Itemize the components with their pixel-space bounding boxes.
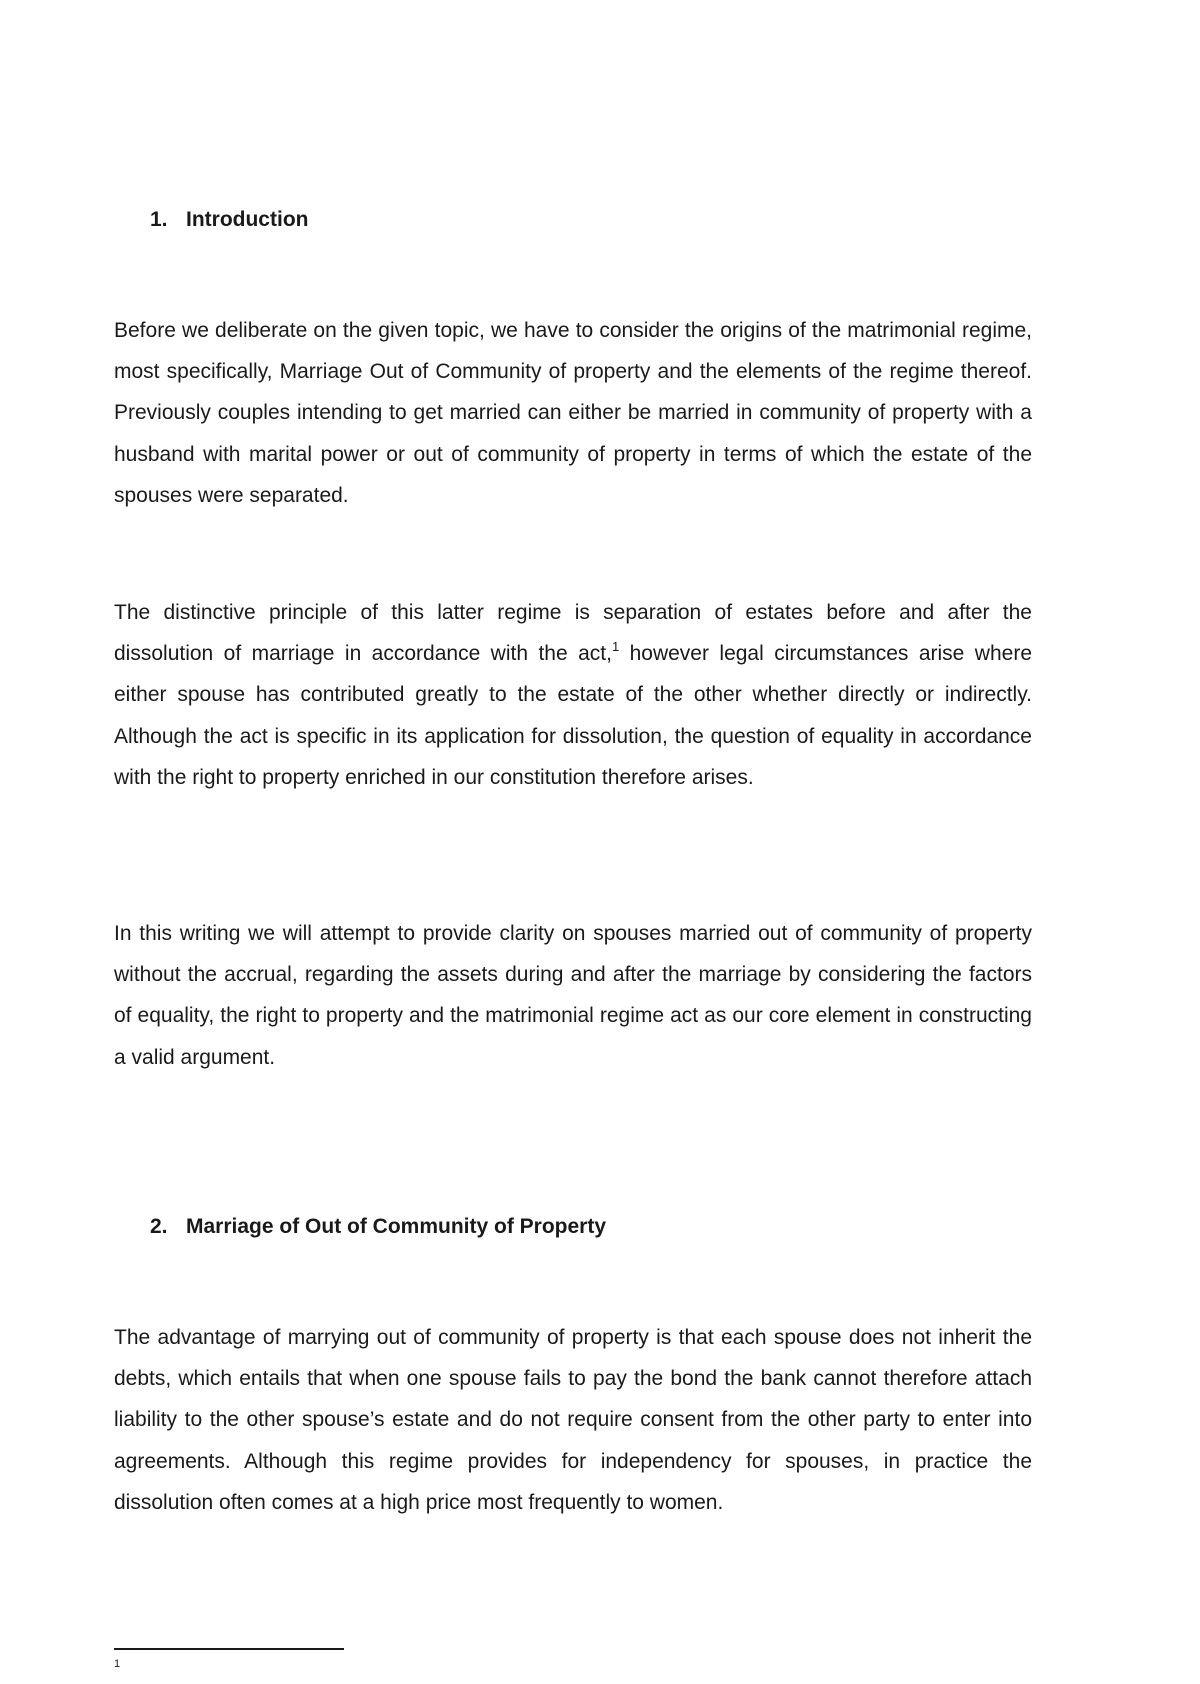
section-1-number: 1. — [150, 208, 168, 231]
footnote-reference[interactable]: 1 — [611, 639, 620, 655]
section-2-paragraph-1: The advantage of marrying out of community of property is that each spouse does not inherit the debts, which entails that when one spouse fails to pay the bond the bank cannot therefore attach liability to the other spouse’s estate and do not require consent from the other party to enter into agreements. Although this regime provides for independency for spouses, in practice the dissolution often comes at a high price most frequently to women. — [114, 1326, 1032, 1514]
section-2-title: Marriage of Out of Community of Property — [186, 1215, 607, 1238]
section-2-number: 2. — [150, 1215, 168, 1238]
section-1-title: Introduction — [186, 208, 309, 231]
footnote-separator — [114, 1648, 344, 1650]
section-1-heading — [150, 206, 308, 234]
section-1-paragraph-2 — [114, 592, 1032, 798]
paragraph-2-text-start: The distinctive principle of this latter regime is separation of estates before and after the dissolution of marriage in accordance with the act, — [114, 601, 1032, 666]
footnote-mark: 1 — [114, 1658, 121, 1670]
section-1-paragraph-3: In this writing we will attempt to provide clarity on spouses married out of community of property without the accrual, regarding the assets during and after the marriage by considering the factors of equality, the right to property and the matrimonial regime act as our core element in constructing a valid argument. — [114, 922, 1032, 1069]
section-2-heading — [150, 1213, 606, 1241]
paragraph-2-text-end: however legal circumstances arise where either spouse has contributed greatly to the estate of the other whether directly or indirectly. Although the act is specific in its application for dissolution, the question of equality in accordance with the right to property enriched in our constitution therefore arises. — [114, 642, 1032, 789]
section-1-paragraph-1: Before we deliberate on the given topic, we have to consider the origins of the matrimonial regime, most specifically, Marriage Out of Community of property and the elements of the regime thereof. Previously couples intending to get married can either be married in community of property with a husband with marital power or out of community of property in terms of which the estate of the spouses were separated. — [114, 319, 1032, 507]
